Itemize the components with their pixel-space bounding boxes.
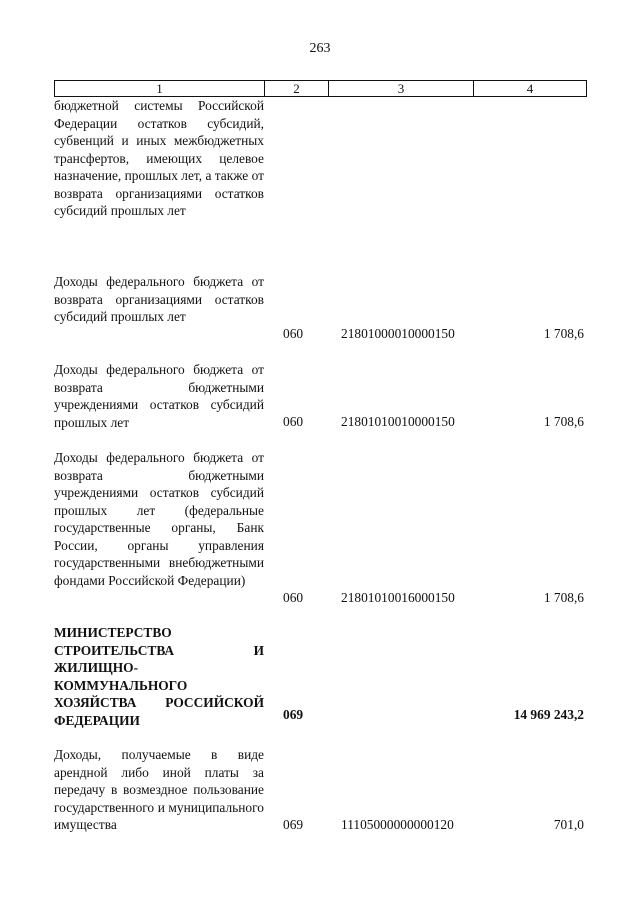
table-column-header-row <box>54 80 587 97</box>
column-header-2: 2 <box>265 81 329 97</box>
row-admin-code: 069 <box>283 817 304 832</box>
row-income-code: 21801000010000150 <box>341 326 455 341</box>
row-income-code: 21801010016000150 <box>341 590 455 605</box>
row-name: Доходы федерального бюджета от возврата бюджетными учреждениями остатков субсидий прошлых лет (федеральные государственные органы, Банк России, органы управления государственными внебюджетными фондами Российской Федерации) <box>54 450 264 588</box>
page-number: 263 <box>309 41 331 56</box>
row-sum: 1 708,6 <box>543 414 584 429</box>
row-income-code: 11105000000000120 <box>341 817 454 832</box>
row-name: Доходы, получаемые в виде арендной либо иной платы за передачу в возмездное пользование государственного и муниципального имущества <box>54 747 264 832</box>
column-header-1: 1 <box>55 81 265 97</box>
row-admin-code: 060 <box>283 590 304 605</box>
row-sum: 701,0 <box>553 817 584 832</box>
row-income-code: 21801010010000150 <box>341 414 455 429</box>
row-admin-code: 069 <box>283 707 304 722</box>
row-name: бюджетной системы Российской Федерации остатков субсидий, субвенций и иных межбюджетных трансфертов, имеющих целевое назначение, прошлых лет, а также от возврата организациями остатков субсидий прошлых лет <box>54 98 264 218</box>
column-header-4: 4 <box>474 81 587 97</box>
table-row <box>54 361 586 433</box>
table-row <box>54 746 586 846</box>
row-name: Доходы федерального бюджета от возврата организациями остатков субсидий прошлых лет <box>54 274 264 324</box>
row-admin-code: 060 <box>283 326 304 341</box>
row-admin-code: 060 <box>283 414 304 429</box>
row-name: МИНИСТЕРСТВО СТРОИТЕЛЬСТВА И ЖИЛИЩНО-КОММУНАЛЬНОГО ХОЗЯЙСТВА РОССИЙСКОЙ ФЕДЕРАЦИИ <box>54 625 264 728</box>
row-sum: 1 708,6 <box>543 326 584 341</box>
table-row-ministry <box>54 624 586 730</box>
row-name: Доходы федерального бюджета от возврата бюджетными учреждениями остатков субсидий прошлых лет <box>54 362 264 430</box>
table-row <box>54 97 586 257</box>
row-sum: 1 708,6 <box>543 590 584 605</box>
column-header-3: 3 <box>329 81 474 97</box>
row-sum: 14 969 243,2 <box>513 707 584 722</box>
table-row <box>54 449 586 609</box>
table-row <box>54 273 586 345</box>
